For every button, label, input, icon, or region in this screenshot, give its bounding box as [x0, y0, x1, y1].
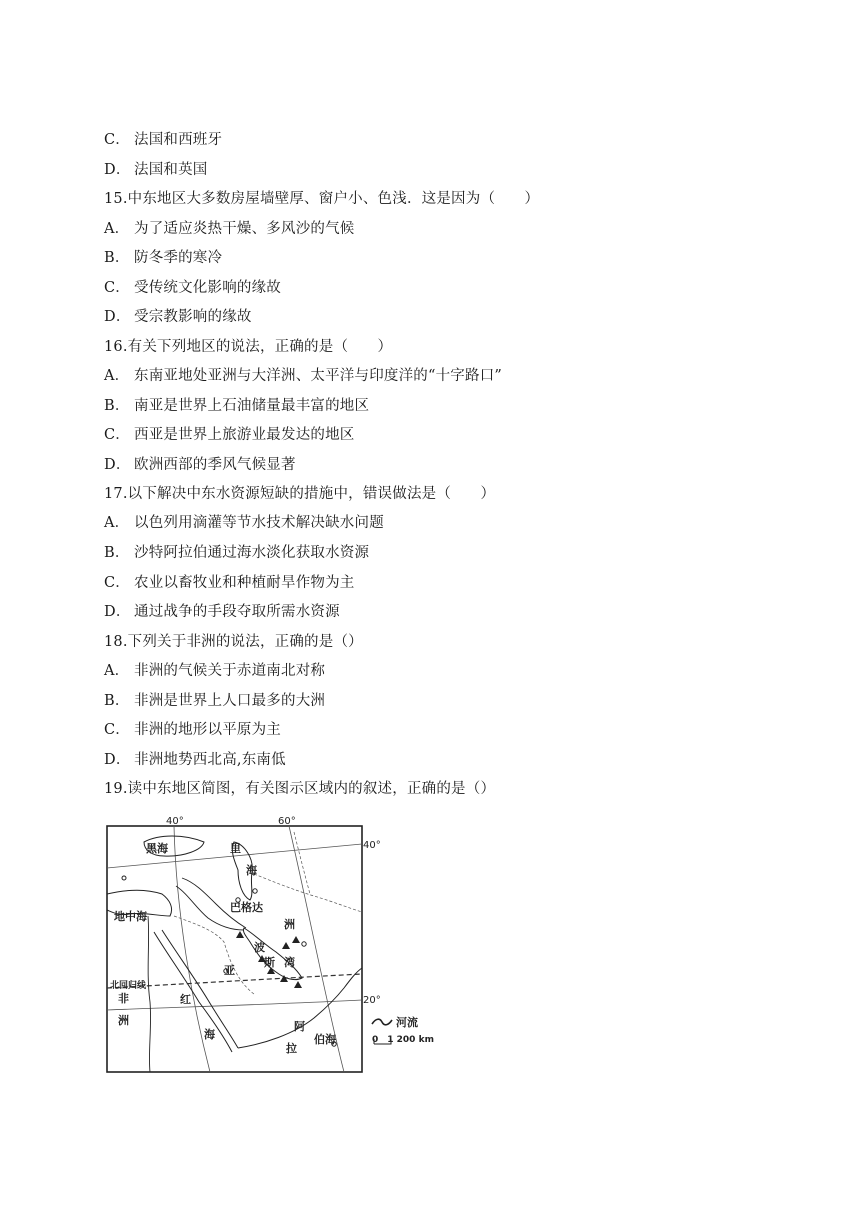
- persian-label-3: 湾: [284, 956, 295, 969]
- option-label: B．: [104, 545, 130, 561]
- option-text: 受传统文化影响的缘故: [134, 280, 281, 296]
- option-label: D．: [104, 309, 131, 325]
- q19-stem: 19.读中东地区简图，有关图示区域内的叙述，正确的是（）: [104, 781, 496, 797]
- q14-option-c[interactable]: [104, 131, 222, 149]
- q16-option-a[interactable]: [104, 367, 502, 385]
- option-label: A．: [104, 515, 130, 531]
- option-text: 法国和英国: [134, 162, 208, 178]
- option-text: 为了适应炎热干燥、多风沙的气候: [134, 221, 355, 237]
- option-text: 通过战争的手段夺取所需水资源: [134, 604, 340, 620]
- asia-ya-label: 亚: [224, 964, 235, 977]
- q16-option-d[interactable]: [104, 456, 296, 474]
- lon-40-label: 40°: [166, 816, 184, 827]
- q18-stem: 18.下列关于非洲的说法，正确的是（）: [104, 634, 363, 650]
- option-text: 非洲的气候关于赤道南北对称: [134, 663, 326, 679]
- middle-east-map: [104, 812, 444, 1076]
- option-label: A．: [104, 368, 130, 384]
- q16-option-c[interactable]: [104, 426, 355, 444]
- option-text: 农业以畜牧业和种植耐旱作物为主: [134, 575, 355, 591]
- red-sea-label-1: 红: [180, 993, 191, 1006]
- option-text: 西亚是世界上旅游业最发达的地区: [134, 427, 355, 443]
- option-text: 非洲的地形以平原为主: [134, 722, 281, 738]
- q15-option-d[interactable]: [104, 308, 252, 326]
- persian-label-2: 斯: [264, 956, 275, 969]
- lat-20-label: 20°: [363, 995, 381, 1006]
- river-legend-icon: [372, 1019, 392, 1025]
- option-text: 防冬季的寒冷: [134, 250, 223, 266]
- africa-zhou-label: 洲: [118, 1014, 129, 1027]
- option-text: 受宗教影响的缘故: [134, 309, 252, 325]
- option-text: 非洲地势西北高,东南低: [134, 752, 286, 768]
- caspian-label-1: 里: [230, 842, 241, 855]
- persian-label-1: 波: [254, 941, 265, 954]
- option-label: D．: [104, 162, 131, 178]
- q15-stem: 15.中东地区大多数房屋墙壁厚、窗户小、色浅．这是因为（ ）: [104, 191, 540, 207]
- option-label: A．: [104, 221, 130, 237]
- lat-40-label: 40°: [363, 840, 381, 851]
- q18-option-d[interactable]: [104, 751, 286, 769]
- option-label: C．: [104, 722, 130, 738]
- baghdad-label: 巴格达: [230, 901, 263, 914]
- option-label: B．: [104, 398, 130, 414]
- black-sea-label: 黑海: [146, 842, 168, 855]
- scale-label: 0 1 200 km: [372, 1035, 434, 1045]
- q18-option-a[interactable]: [104, 662, 325, 680]
- legend-river-label: 河流: [396, 1016, 418, 1029]
- caspian-label-2: 海: [246, 864, 257, 877]
- red-sea-label-2: 海: [204, 1028, 215, 1041]
- q15-option-b[interactable]: [104, 249, 222, 267]
- option-label: C．: [104, 280, 130, 296]
- option-text: 东南亚地处亚洲与大洋洲、太平洋与印度洋的“十字路口”: [134, 368, 503, 384]
- africa-fei-label: 非: [118, 992, 129, 1005]
- option-label: B．: [104, 693, 130, 709]
- option-label: C．: [104, 427, 130, 443]
- option-label: C．: [104, 132, 130, 148]
- option-label: D．: [104, 604, 131, 620]
- q18-option-c[interactable]: [104, 721, 281, 739]
- option-text: 以色列用滴灌等节水技术解决缺水问题: [134, 515, 384, 531]
- q15-option-a[interactable]: [104, 220, 355, 238]
- option-label: B．: [104, 250, 130, 266]
- q14-option-d[interactable]: [104, 161, 208, 179]
- option-text: 法国和西班牙: [134, 132, 223, 148]
- lon-60-label: 60°: [278, 816, 296, 827]
- option-label: A．: [104, 663, 130, 679]
- q16-stem: 16.有关下列地区的说法，正确的是（ ）: [104, 339, 393, 355]
- tropic-label: 北回归线: [110, 981, 147, 991]
- q17-option-b[interactable]: [104, 544, 369, 562]
- q15-option-c[interactable]: [104, 279, 281, 297]
- q17-option-c[interactable]: [104, 574, 355, 592]
- option-text: 南亚是世界上石油储量最丰富的地区: [134, 398, 370, 414]
- option-text: 沙特阿拉伯通过海水淡化获取水资源: [134, 545, 370, 561]
- arabia-la-label: 拉: [286, 1042, 297, 1055]
- option-text: 非洲是世界上人口最多的大洲: [134, 693, 326, 709]
- option-text: 欧洲西部的季风气候显著: [134, 457, 296, 473]
- option-label: D．: [104, 457, 131, 473]
- option-label: C．: [104, 575, 130, 591]
- q16-option-b[interactable]: [104, 397, 369, 415]
- q17-stem: 17.以下解决中东水资源短缺的措施中，错误做法是（ ）: [104, 486, 496, 502]
- arabia-a-label: 阿: [294, 1020, 305, 1033]
- q17-option-d[interactable]: [104, 603, 340, 621]
- mediterranean-label: 地中海: [114, 910, 147, 923]
- q18-option-b[interactable]: [104, 692, 325, 710]
- asia-zhou-label: 洲: [284, 918, 295, 931]
- q17-option-a[interactable]: [104, 514, 384, 532]
- option-label: D．: [104, 752, 131, 768]
- arabian-sea-label: 伯海: [314, 1033, 336, 1046]
